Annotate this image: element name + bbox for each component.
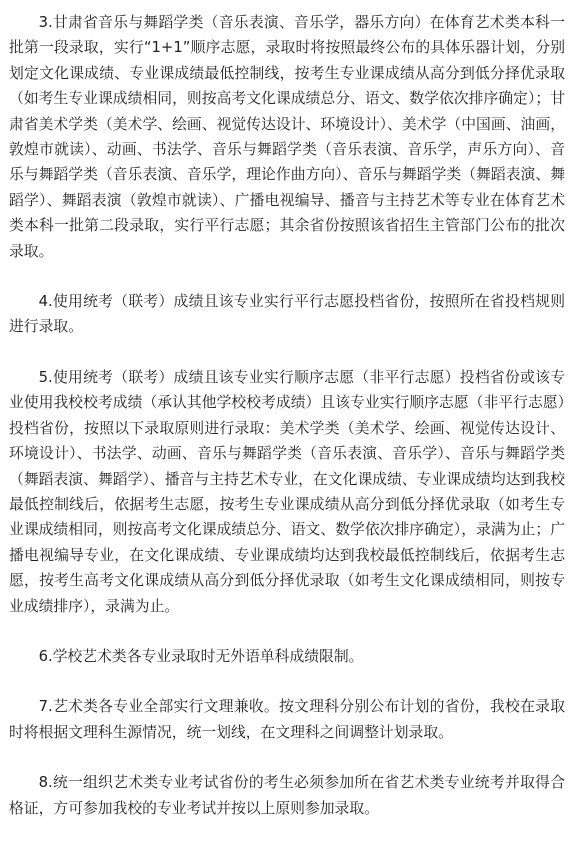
paragraph-item-7: 7.艺术类各专业全部实行文理兼收。按文理科分别公布计划的省份，我校在录取时将根据文理科生源情况，统一划线，在文理科之间调整计划录取。 [9, 698, 565, 741]
document-body [9, 10, 565, 821]
paragraph-spacer [9, 619, 565, 644]
paragraph-item-6: 6.学校艺术类各专业录取时无外语单科成绩限制。 [38, 647, 364, 665]
paragraph-item-8: 8.统一组织艺术类专业考试省份的考生必须参加所在省艺术类专业统考并取得合格证，方可参加我校的专业考试并按以上原则参加录取。 [9, 774, 565, 817]
paragraph-spacer [9, 340, 565, 365]
paragraph-item-5: 5.使用统考（联考）成绩且该专业实行顺序志愿（非平行志愿）投档省份或该专业使用我校校考成绩（承认其他学校校考成绩）且该专业实行顺序志愿（非平行志愿）投档省份，按照以下录取原则进行录取：美术学类（美术学、绘画、视觉传达设计、环境设计）、书法学、动画、音乐与舞蹈学类（音乐表演、音乐学）、音乐与舞蹈学类（舞蹈表演、舞蹈学）、播音与主持艺术专业，在文化课成绩、专业课成绩均达到我校最低控制线后，依据考生志愿，按考生专业课成绩从高分到低分择优录取（如考生专业课成绩相同，则按高考文化课成绩总分、语文、数学依次排序确定），录满为止；广播电视编导专业，在文化课成绩、专业课成绩均达到我校最低控制线后，依据考生志愿，按考生高考文化课成绩从高分到低分择优录取（如考生文化课成绩相同，则按专业成绩排序），录满为止。 [9, 368, 565, 615]
paragraph-item-4: 4.使用统考（联考）成绩且该专业实行平行志愿投档省份，按照所在省投档规则进行录取。 [9, 293, 565, 336]
paragraph-spacer [9, 745, 565, 770]
paragraph-spacer [9, 669, 565, 694]
paragraph-item-3: 3.甘肃省音乐与舞蹈学类（音乐表演、音乐学，器乐方向）在体育艺术类本科一批第一段录取，实行“1+1”顺序志愿，录取时将按照最终公布的具体乐器计划，分别划定文化课成绩、专业课成绩最低控制线，按考生专业课成绩从高分到低分择优录取（如考生专业课成绩相同，则按高考文化课成绩总分、语文、数学依次排序确定）；甘肃省美术学类（美术学、绘画、视觉传达设计、环境设计）、美术学（中国画、油画，敦煌市就读）、动画、书法学、音乐与舞蹈学类（音乐表演、音乐学，声乐方向）、音乐与舞蹈学类（音乐表演、音乐学，理论作曲方向）、音乐与舞蹈学类（舞蹈表演、舞蹈学）、舞蹈表演（敦煌市就读）、广播电视编导、播音与主持艺术等专业在体育艺术类本科一批第二段录取，实行平行志愿；其余省份按照该省招生主管部门公布的批次录取。 [9, 14, 565, 260]
paragraph-spacer [9, 264, 565, 289]
